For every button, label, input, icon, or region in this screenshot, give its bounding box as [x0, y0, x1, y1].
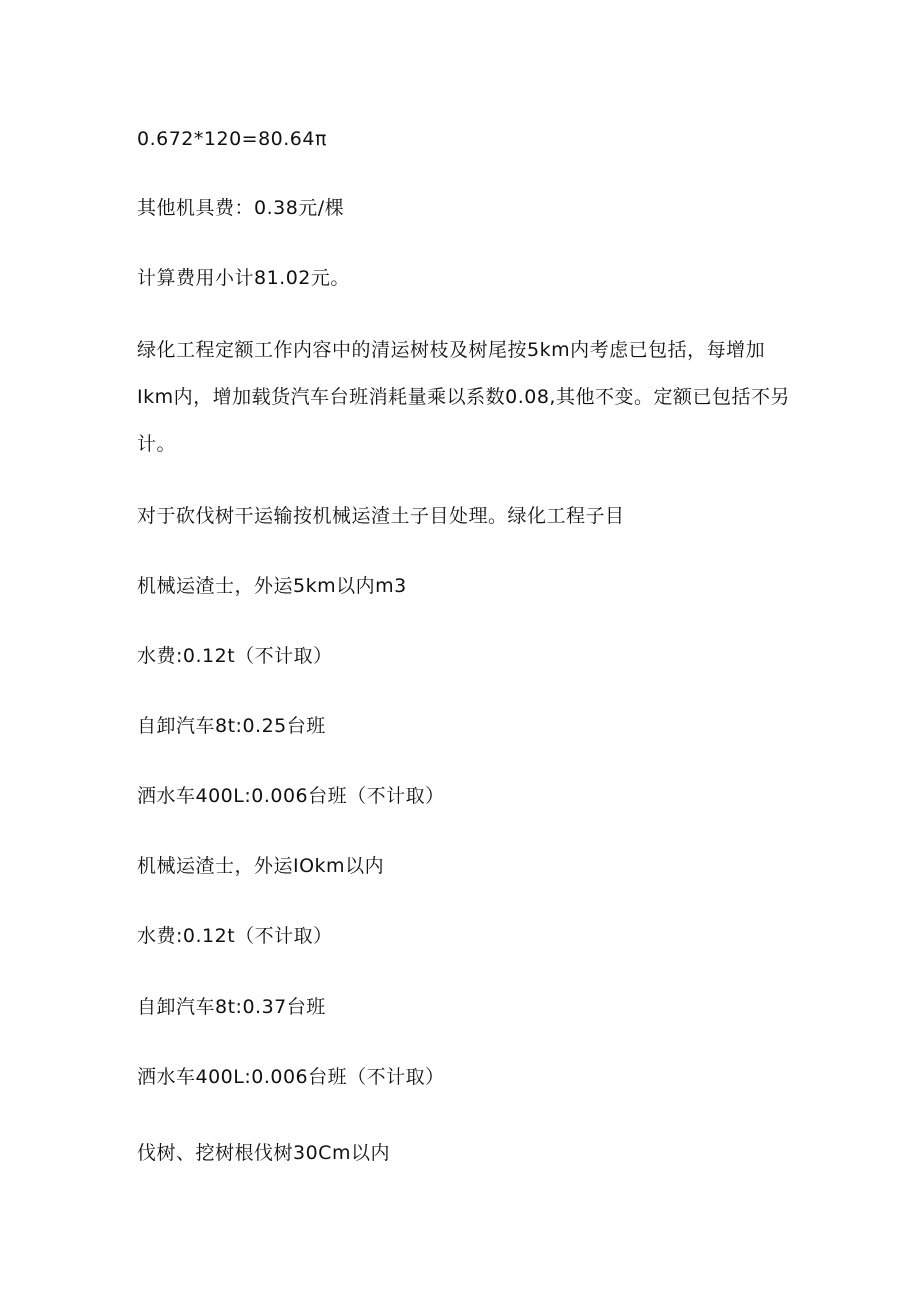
text-line-9: 洒水车400L:0.006台班（不计取） — [137, 785, 445, 807]
text-line-7: 水费:0.12t（不计取） — [137, 645, 333, 667]
text-line-12: 自卸汽车8t:0.37台班 — [137, 996, 326, 1018]
text-line-2: 其他机具费：0.38元/棵 — [137, 197, 345, 219]
text-line-5: 对于砍伐树干运输按机械运渣土子目处理。绿化工程子目 — [137, 505, 625, 527]
text-line-13: 洒水车400L:0.006台班（不计取） — [137, 1066, 445, 1088]
text-paragraph-4: 绿化工程定额工作内容中的清运树枝及树尾按5km内考虑已包括，每增加Ikm内，增加载货汽车台班消耗量乘以系数0.08,其他不变。定额已包括不另计。 — [137, 339, 790, 455]
text-line-6: 机械运渣士，外运5km以内m3 — [137, 575, 407, 597]
text-line-1: 0.672*120=80.64π — [137, 128, 327, 150]
text-line-3: 计算费用小计81.02元。 — [137, 267, 350, 289]
text-line-8: 自卸汽车8t:0.25台班 — [137, 715, 326, 737]
text-line-10: 机械运渣士，外运IOkm以内 — [137, 855, 385, 877]
text-line-11: 水费:0.12t（不计取） — [137, 925, 333, 947]
text-line-14: 伐树、挖树根伐树30Cm以内 — [137, 1142, 390, 1164]
